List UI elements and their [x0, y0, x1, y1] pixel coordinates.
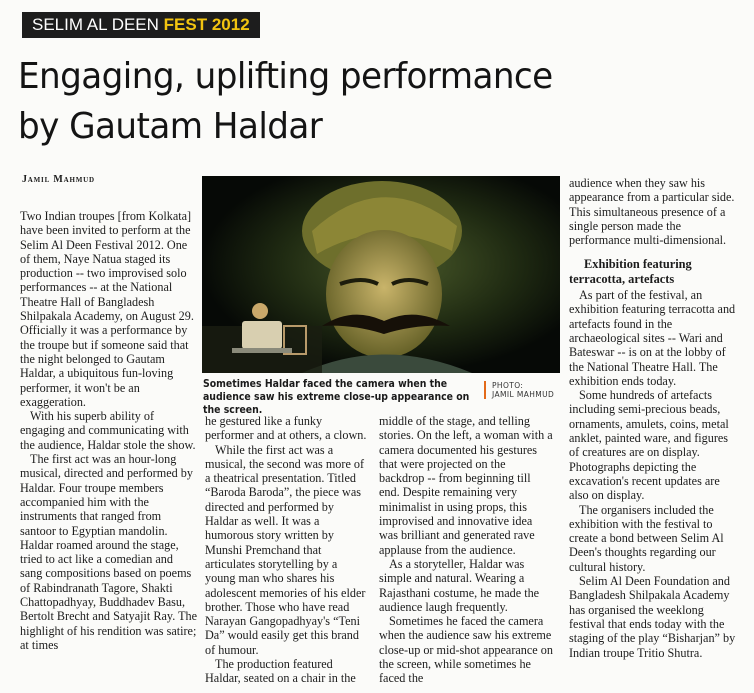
headline-line-2: by Gautam Haldar: [18, 106, 323, 147]
paragraph: Selim Al Deen Foundation and Bangladesh Shilpakala Academy has organised the weeklong festival that ends today with the staging of the play “Bisharjan” by Indian troupe Tritio Shutra.: [569, 574, 736, 660]
paragraph: As part of the festival, an exhibition featuring terracotta and artefacts found in the archaeological sites -- Wari and Bateswar -- is on at the lobby of the National Theatre Hall. The exhibition ends today.: [569, 288, 736, 388]
article-column-2: [205, 414, 368, 686]
paragraph: The production featured Haldar, seated on a chair in the: [205, 657, 356, 686]
photo-credit-label: PHOTO:: [492, 381, 524, 390]
photo-credit: [484, 381, 554, 399]
kicker-series: SELIM AL DEEN: [32, 15, 159, 34]
section-kicker: [22, 12, 260, 38]
headline: [18, 52, 712, 152]
subheading: Exhibition featuring terracotta, artefacts: [569, 257, 692, 286]
paragraph: With his superb ability of engaging and communicating with the audience, Haldar stole the show.: [20, 409, 196, 452]
paragraph: While the first act was a musical, the second was more of a theatrical presentation. Titled “Baroda Baroda”, the piece was directed and performed by Haldar as well. It was a humorous story written by Munshi Premchand that articulates storytelling by a young man who shares his adolescent memories of his elder brother. Those who have read Narayan Gangopadhyay's “Teni Da” would easily get this brand of humour.: [205, 442, 366, 657]
photo-illustration: [202, 176, 560, 373]
paragraph: The first act was an hour-long musical, directed and performed by Haldar. Four troupe members accompanied him with the instruments that ranged from santoor to Egyptian mandolin. Haldar roamed around the stage, tried to act like a comedian and sang compositions based on poems of Rabindranath Tagore, Shakti Chattopadhyay, Buddhadev Basu, Bertolt Brecht and Satyajit Ray. The highlight of his rendition was satire; at times: [20, 452, 198, 652]
article-column-1: [20, 209, 198, 652]
headline-line-1: Engaging, uplifting performance: [18, 56, 553, 97]
photo-caption: Sometimes Haldar faced the camera when the audience saw his extreme close-up appearance on the screen.: [203, 378, 470, 416]
paragraph: The organisers included the exhibition with the festival to create a bond between Selim Al Deen's thoughts regarding our cultural history.: [569, 502, 724, 574]
paragraph: Two Indian troupes [from Kolkata] have been invited to perform at the Selim Al Deen Festival 2012. One of them, Naye Natua staged its production -- two improvised solo performances -- at the National Theatre Hall of Bangladesh Shilpakala Academy, on August 29. Officially it was a performance by the troupe but if someone said that the night belonged to Gautam Haldar, a ubiquitous fun-loving performer, it won't be an exaggeration.: [20, 209, 194, 409]
paragraph: As a storyteller, Haldar was simple and natural. Wearing a Rajasthani costume, he made the audience laugh frequently.: [379, 556, 540, 614]
article-column-3: [379, 414, 553, 686]
byline: Jamil Mahmud: [22, 174, 95, 185]
performance-photo: [202, 176, 560, 373]
article-column-4: [569, 176, 741, 660]
photo-credit-name: JAMIL MAHMUD: [492, 390, 555, 399]
paragraph: Sometimes he faced the camera when the audience saw his extreme close-up or mid-shot appearance on the screen, while sometimes he faced the: [379, 614, 553, 686]
paragraph: audience when they saw his appearance from a particular side. This simultaneous presence of a single person made the performance multi-dimensional.: [569, 176, 735, 248]
paragraph: he gestured like a funky performer and at others, a clown.: [205, 414, 367, 443]
paragraph: middle of the stage, and telling stories. On the left, a woman with a camera documented his gestures that were projected on the backdrop -- from beginning till end. Despite remaining very minimalist in using props, this improvised and innovative idea was brilliant and generated rave applause from the audience.: [379, 414, 553, 557]
kicker-year: FEST 2012: [163, 15, 250, 34]
paragraph: Some hundreds of artefacts including semi-precious beads, ornaments, amulets, coins, metal anklet, painted ware, and figures of creatures are on display. Photographs depicting the excavation's recent updates are also on display.: [569, 388, 729, 503]
